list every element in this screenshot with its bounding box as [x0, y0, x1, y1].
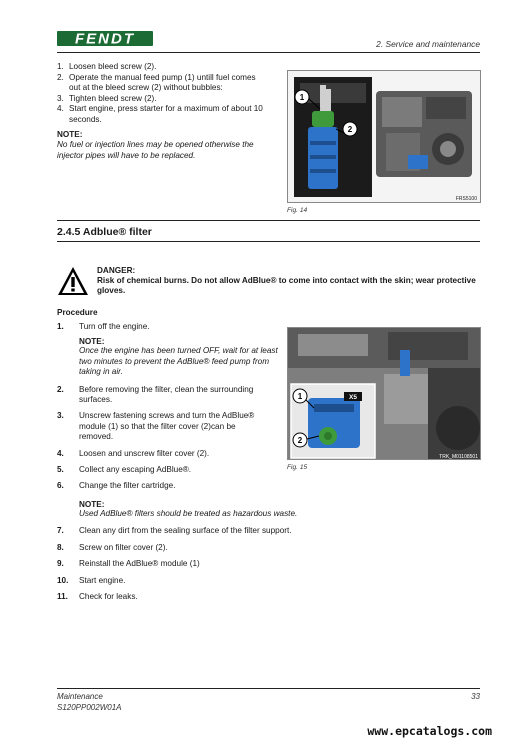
danger-block	[57, 266, 481, 297]
fig15-code: TRK_M01108501	[439, 454, 478, 460]
fig15-badge: X5	[349, 394, 357, 401]
top-step: 1. Loosen bleed screw (2).	[57, 62, 157, 71]
procedure-step: 3. Unscrew fastening screws and turn the AdBlue® module (1) so that the filter cover (2)can be removed.	[57, 411, 255, 442]
danger-text: Risk of chemical burns. Do not allow AdBlue® to come into contact with the skin; wear protective gloves.	[97, 276, 476, 296]
top-note-heading: NOTE:	[57, 129, 83, 139]
procedure-step: 5. Collect any escaping AdBlue®.	[57, 465, 192, 475]
figure-14-caption: Fig. 14	[287, 207, 308, 214]
fig15-callout-1: 1	[297, 392, 303, 401]
fig14-callout-1: 1	[299, 93, 305, 102]
watermark: www.epcatalogs.com	[367, 724, 492, 738]
page-number: 33	[471, 692, 480, 701]
fig14-code: FRS5100	[455, 196, 477, 202]
procedure-step: 11. Check for leaks.	[57, 591, 138, 601]
brand-text: FENDT	[75, 30, 135, 48]
section-rule-bottom	[57, 241, 480, 242]
top-step: 2. Operate the manual feed pump (1) untill fuel comes out at the bleed screw (2) without bubbles:	[57, 72, 256, 93]
procedure-step: 1. Turn off the engine.	[57, 322, 150, 331]
procedure-step: 7. Clean any dirt from the sealing surface of the filter support.	[57, 526, 292, 536]
warning-triangle-icon	[57, 266, 89, 296]
procedure-step: 10. Start engine.	[57, 575, 126, 585]
figure-15-adblue-photo	[287, 327, 481, 460]
figure-14-engine-photo	[287, 70, 481, 203]
section-rule-top	[57, 220, 480, 221]
figure-15-caption: Fig. 15	[287, 464, 308, 471]
top-step: 4. Start engine, press starter for a maximum of about 10 seconds.	[57, 104, 263, 124]
header-rule	[57, 52, 480, 53]
procedure-step: 8. Screw on filter cover (2).	[57, 542, 168, 552]
footer-rule	[57, 688, 480, 689]
fig14-callout-2: 2	[347, 125, 353, 134]
section-heading: 2. Service and maintenance	[376, 39, 480, 49]
section-title: 2.4.5 Adblue® filter	[57, 226, 152, 238]
procedure-step: 2. Before removing the filter, clean the surrounding surfaces.	[57, 384, 254, 405]
top-step: 3. Tighten bleed screw (2).	[57, 93, 157, 103]
top-note-text: No fuel or injection lines may be opened otherwise the injector pipes will have to be replaced.	[57, 140, 254, 160]
procedure-step: 6. Change the filter cartridge.	[57, 481, 176, 491]
fig15-callout-2: 2	[297, 436, 303, 445]
fendt-logo	[57, 28, 153, 48]
footer-left: Maintenance S120PP002W01A	[57, 692, 122, 712]
procedure-heading: Procedure	[57, 308, 98, 317]
procedure-step: 9. Reinstall the AdBlue® module (1)	[57, 559, 200, 569]
procedure-note-2: NOTE: Used AdBlue® filters should be treated as hazardous waste.	[79, 499, 298, 518]
danger-title: DANGER:	[97, 266, 136, 275]
procedure-step: 4. Loosen and unscrew filter cover (2).	[57, 448, 210, 458]
top-steps	[57, 62, 267, 161]
procedure-note-1: NOTE: Once the engine has been turned OFF, wait for at least two minutes to prevent the AdBlue® feed pump from taking in air.	[79, 337, 278, 377]
